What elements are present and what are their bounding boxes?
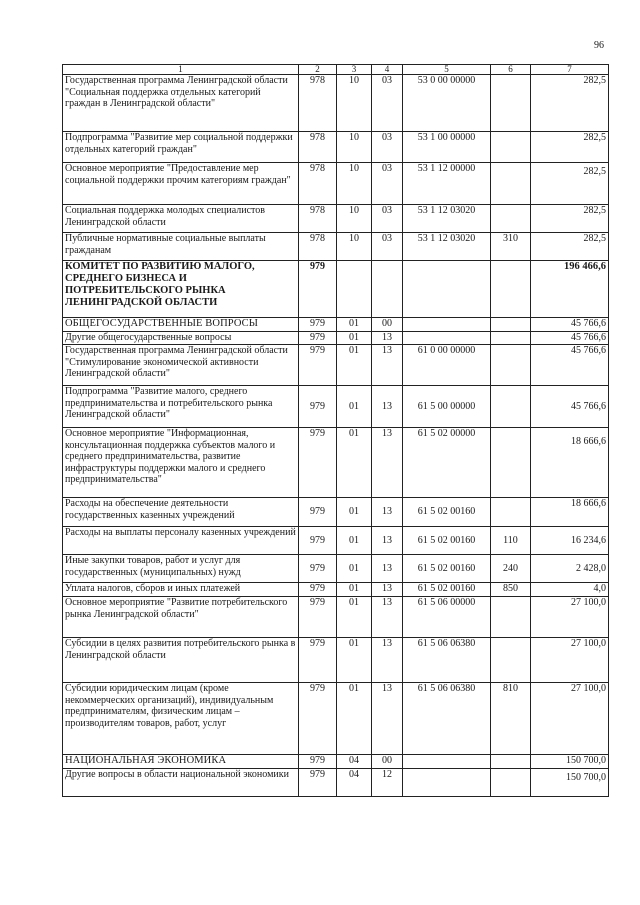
row-pr: 12 xyxy=(372,769,403,797)
table-row xyxy=(63,428,609,498)
row-csr: 61 5 00 00000 xyxy=(403,386,491,428)
row-pr xyxy=(372,261,403,318)
row-pr: 13 xyxy=(372,583,403,597)
row-vr xyxy=(491,205,531,233)
row-sum: 45 766,6 xyxy=(531,345,609,386)
row-rz: 04 xyxy=(337,755,372,769)
row-csr: 53 1 12 03020 xyxy=(403,233,491,261)
row-rz xyxy=(337,261,372,318)
row-sum: 2 428,0 xyxy=(531,555,609,583)
header-col-7: 7 xyxy=(531,65,609,75)
row-pr: 13 xyxy=(372,527,403,555)
row-sum: 4,0 xyxy=(531,583,609,597)
row-csr: 53 1 12 00000 xyxy=(403,163,491,205)
row-name: Публичные нормативные социальные выплаты гражданам xyxy=(63,233,299,261)
row-ved: 979 xyxy=(299,428,337,498)
row-csr: 53 0 00 00000 xyxy=(403,75,491,132)
row-sum: 27 100,0 xyxy=(531,638,609,683)
row-ved: 979 xyxy=(299,755,337,769)
row-ved: 979 xyxy=(299,597,337,638)
table-row xyxy=(63,755,609,769)
row-rz: 01 xyxy=(337,555,372,583)
header-col-1: 1 xyxy=(63,65,299,75)
row-pr: 13 xyxy=(372,386,403,428)
row-ved: 978 xyxy=(299,233,337,261)
row-name: Основное мероприятие "Информационная, консультационная поддержка субъектов малого и среднего предпринимательства, развитие инфраструктуры поддержки малого и среднего предпринимательства" xyxy=(63,428,299,498)
row-vr xyxy=(491,428,531,498)
row-name: Подпрограмма "Развитие мер социальной поддержки отдельных категорий граждан" xyxy=(63,132,299,163)
row-sum: 282,5 xyxy=(531,132,609,163)
row-rz: 01 xyxy=(337,498,372,527)
row-sum: 196 466,6 xyxy=(531,261,609,318)
table-row xyxy=(63,163,609,205)
row-ved: 979 xyxy=(299,555,337,583)
row-rz: 04 xyxy=(337,769,372,797)
row-ved: 978 xyxy=(299,75,337,132)
row-rz: 10 xyxy=(337,132,372,163)
row-csr: 61 0 00 00000 xyxy=(403,345,491,386)
table-row xyxy=(63,498,609,527)
row-sum: 150 700,0 xyxy=(531,755,609,769)
row-ved: 979 xyxy=(299,332,337,345)
table-row xyxy=(63,583,609,597)
row-csr xyxy=(403,755,491,769)
row-sum: 282,5 xyxy=(531,205,609,233)
row-name: Другие общегосударственные вопросы xyxy=(63,332,299,345)
row-ved: 979 xyxy=(299,583,337,597)
row-pr: 00 xyxy=(372,755,403,769)
row-ved: 979 xyxy=(299,345,337,386)
row-vr xyxy=(491,498,531,527)
row-csr: 61 5 06 06380 xyxy=(403,638,491,683)
row-rz: 01 xyxy=(337,332,372,345)
row-name: Иные закупки товаров, работ и услуг для государственных (муниципальных) нужд xyxy=(63,555,299,583)
row-vr xyxy=(491,75,531,132)
row-ved: 979 xyxy=(299,683,337,755)
table-row xyxy=(63,261,609,318)
table-row xyxy=(63,683,609,755)
row-csr: 61 5 02 00160 xyxy=(403,555,491,583)
row-ved: 979 xyxy=(299,769,337,797)
page-number: 96 xyxy=(594,40,604,51)
row-csr: 61 5 02 00160 xyxy=(403,498,491,527)
row-name: Государственная программа Ленинградской области "Социальная поддержка отдельных категорий граждан в Ленинградской области" xyxy=(63,75,299,132)
row-rz: 01 xyxy=(337,318,372,332)
row-pr: 13 xyxy=(372,345,403,386)
row-csr xyxy=(403,318,491,332)
row-csr xyxy=(403,332,491,345)
row-rz: 01 xyxy=(337,583,372,597)
row-pr: 03 xyxy=(372,205,403,233)
table-row xyxy=(63,597,609,638)
row-sum: 45 766,6 xyxy=(531,386,609,428)
row-name: НАЦИОНАЛЬНАЯ ЭКОНОМИКА xyxy=(63,755,299,769)
row-pr: 13 xyxy=(372,428,403,498)
budget-table xyxy=(62,64,609,797)
table-row xyxy=(63,75,609,132)
row-vr xyxy=(491,318,531,332)
table-header-row xyxy=(63,65,609,75)
row-sum: 282,5 xyxy=(531,233,609,261)
row-vr xyxy=(491,132,531,163)
header-col-3: 3 xyxy=(337,65,372,75)
row-ved: 979 xyxy=(299,638,337,683)
row-rz: 10 xyxy=(337,233,372,261)
row-pr: 03 xyxy=(372,75,403,132)
row-vr xyxy=(491,638,531,683)
row-ved: 979 xyxy=(299,261,337,318)
row-ved: 979 xyxy=(299,318,337,332)
row-pr: 13 xyxy=(372,597,403,638)
row-name: Основное мероприятие "Развитие потребительского рынка Ленинградской области" xyxy=(63,597,299,638)
row-name: ОБЩЕГОСУДАРСТВЕННЫЕ ВОПРОСЫ xyxy=(63,318,299,332)
row-rz: 01 xyxy=(337,638,372,683)
row-vr xyxy=(491,163,531,205)
row-name: Уплата налогов, сборов и иных платежей xyxy=(63,583,299,597)
table-row xyxy=(63,769,609,797)
header-col-5: 5 xyxy=(403,65,491,75)
row-csr xyxy=(403,261,491,318)
table-row xyxy=(63,527,609,555)
row-vr: 810 xyxy=(491,683,531,755)
row-vr: 110 xyxy=(491,527,531,555)
row-rz: 01 xyxy=(337,527,372,555)
row-rz: 01 xyxy=(337,345,372,386)
row-sum: 27 100,0 xyxy=(531,683,609,755)
row-ved: 978 xyxy=(299,205,337,233)
table-row xyxy=(63,132,609,163)
header-col-4: 4 xyxy=(372,65,403,75)
row-pr: 03 xyxy=(372,132,403,163)
row-vr xyxy=(491,332,531,345)
row-rz: 01 xyxy=(337,386,372,428)
row-vr xyxy=(491,261,531,318)
row-vr: 240 xyxy=(491,555,531,583)
row-name: Социальная поддержка молодых специалистов Ленинградской области xyxy=(63,205,299,233)
row-pr: 13 xyxy=(372,498,403,527)
table-row xyxy=(63,638,609,683)
row-name: Подпрограмма "Развитие малого, среднего предпринимательства и потребительского рынка Ленинградской области" xyxy=(63,386,299,428)
row-pr: 03 xyxy=(372,233,403,261)
row-name: КОМИТЕТ ПО РАЗВИТИЮ МАЛОГО, СРЕДНЕГО БИЗНЕСА И ПОТРЕБИТЕЛЬСКОГО РЫНКА ЛЕНИНГРАДСКОЙ ОБЛАСТИ xyxy=(63,261,299,318)
row-sum: 16 234,6 xyxy=(531,527,609,555)
row-vr: 850 xyxy=(491,583,531,597)
row-pr: 03 xyxy=(372,163,403,205)
row-rz: 01 xyxy=(337,428,372,498)
table-row xyxy=(63,233,609,261)
row-sum: 150 700,0 xyxy=(531,769,609,797)
row-rz: 01 xyxy=(337,597,372,638)
table-row xyxy=(63,332,609,345)
row-sum: 27 100,0 xyxy=(531,597,609,638)
row-rz: 10 xyxy=(337,75,372,132)
row-csr: 61 5 06 06380 xyxy=(403,683,491,755)
row-pr: 13 xyxy=(372,332,403,345)
row-name: Государственная программа Ленинградской области "Стимулирование экономической активности Ленинградской области" xyxy=(63,345,299,386)
table-row xyxy=(63,205,609,233)
row-csr: 61 5 06 00000 xyxy=(403,597,491,638)
row-ved: 978 xyxy=(299,163,337,205)
row-rz: 01 xyxy=(337,683,372,755)
row-name: Субсидии юридическим лицам (кроме некоммерческих организаций), индивидуальным предпринимателям, физическим лицам – производителям товаров, работ, услуг xyxy=(63,683,299,755)
row-sum: 45 766,6 xyxy=(531,332,609,345)
header-col-6: 6 xyxy=(491,65,531,75)
row-vr xyxy=(491,769,531,797)
row-csr: 61 5 02 00160 xyxy=(403,583,491,597)
row-rz: 10 xyxy=(337,205,372,233)
row-csr: 53 1 12 03020 xyxy=(403,205,491,233)
row-sum: 282,5 xyxy=(531,163,609,205)
table-row xyxy=(63,318,609,332)
row-sum: 18 666,6 xyxy=(531,498,609,527)
row-name: Другие вопросы в области национальной экономики xyxy=(63,769,299,797)
row-vr: 310 xyxy=(491,233,531,261)
row-vr xyxy=(491,597,531,638)
row-ved: 978 xyxy=(299,132,337,163)
row-ved: 979 xyxy=(299,498,337,527)
row-pr: 13 xyxy=(372,683,403,755)
row-rz: 10 xyxy=(337,163,372,205)
row-vr xyxy=(491,755,531,769)
row-csr: 61 5 02 00000 xyxy=(403,428,491,498)
row-pr: 13 xyxy=(372,638,403,683)
row-pr: 00 xyxy=(372,318,403,332)
row-sum: 18 666,6 xyxy=(531,428,609,498)
row-name: Субсидии в целях развития потребительского рынка в Ленинградской области xyxy=(63,638,299,683)
row-pr: 13 xyxy=(372,555,403,583)
row-csr: 53 1 00 00000 xyxy=(403,132,491,163)
table-row xyxy=(63,386,609,428)
row-name: Расходы на выплаты персоналу казенных учреждений xyxy=(63,527,299,555)
row-vr xyxy=(491,386,531,428)
row-sum: 45 766,6 xyxy=(531,318,609,332)
table-row xyxy=(63,345,609,386)
row-csr: 61 5 02 00160 xyxy=(403,527,491,555)
row-name: Основное мероприятие "Предоставление мер социальной поддержки прочим категориям граждан" xyxy=(63,163,299,205)
row-sum: 282,5 xyxy=(531,75,609,132)
row-name: Расходы на обеспечение деятельности государственных казенных учреждений xyxy=(63,498,299,527)
table-row xyxy=(63,555,609,583)
row-ved: 979 xyxy=(299,527,337,555)
header-col-2: 2 xyxy=(299,65,337,75)
row-vr xyxy=(491,345,531,386)
row-csr xyxy=(403,769,491,797)
row-ved: 979 xyxy=(299,386,337,428)
